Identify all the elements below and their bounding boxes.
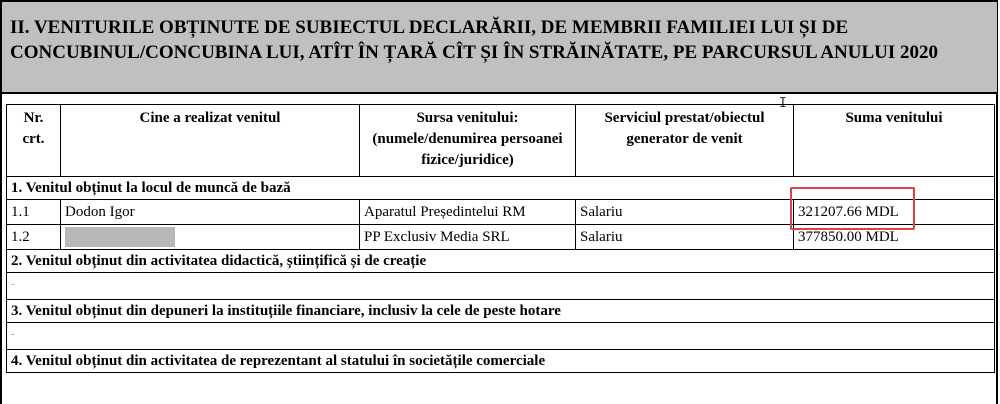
income-table xyxy=(6,104,995,373)
header-service: Serviciul prestat/obiectul generator de venit xyxy=(576,105,794,177)
section-title-band xyxy=(2,0,997,94)
section-label: 4. Venitul obținut din activitatea de reprezentant al statului în societățile comerciale xyxy=(7,350,995,373)
table-header-row xyxy=(7,105,995,177)
empty-placeholder: - xyxy=(7,323,995,350)
header-who: Cine a realizat venitul xyxy=(61,105,360,177)
cell-nr: 1.2 xyxy=(7,225,61,250)
section-row-2 xyxy=(7,250,995,273)
cell-service: Salariu xyxy=(576,225,794,250)
cell-source: Aparatul Președintelui RM xyxy=(360,200,576,225)
header-source: Sursa venitului: (numele/denumirea persoanei fizice/juridice) xyxy=(360,105,576,177)
header-amount: Suma venitului xyxy=(794,105,995,177)
header-nr: Nr. crt. xyxy=(7,105,61,177)
cell-source: PP Exclusiv Media SRL xyxy=(360,225,576,250)
cell-nr: 1.1 xyxy=(7,200,61,225)
empty-row xyxy=(7,273,995,300)
text-cursor-icon: I xyxy=(779,96,787,111)
section-label: 1. Venitul obținut la locul de muncă de bază xyxy=(7,177,995,200)
section-label: 2. Venitul obținut din activitatea didactică, științifică și de creație xyxy=(7,250,995,273)
cell-amount: 321207.66 MDL xyxy=(794,200,995,225)
empty-row xyxy=(7,323,995,350)
section-label: 3. Venitul obținut din depuneri la instituțiile financiare, inclusiv la cele de peste hotare xyxy=(7,300,995,323)
cell-amount: 377850.00 MDL xyxy=(794,225,995,250)
section-row-3 xyxy=(7,300,995,323)
empty-placeholder: - xyxy=(7,273,995,300)
section-row-4 xyxy=(7,350,995,373)
cell-who: Dodon Igor xyxy=(61,200,360,225)
redaction-block xyxy=(65,227,175,247)
cell-service: Salariu xyxy=(576,200,794,225)
section-title: II. VENITURILE OBȚINUTE DE SUBIECTUL DECLARĂRII, DE MEMBRII FAMILIEI LUI ȘI DE CONCUBINUL/CONCUBINA LUI, ATÎT ÎN ȚARĂ CÎT ȘI ÎN STRĂINĂTATE, PE PARCURSUL ANULUI 2020 xyxy=(10,17,939,63)
cell-who xyxy=(61,225,360,250)
amount-highlight-box xyxy=(790,187,915,230)
